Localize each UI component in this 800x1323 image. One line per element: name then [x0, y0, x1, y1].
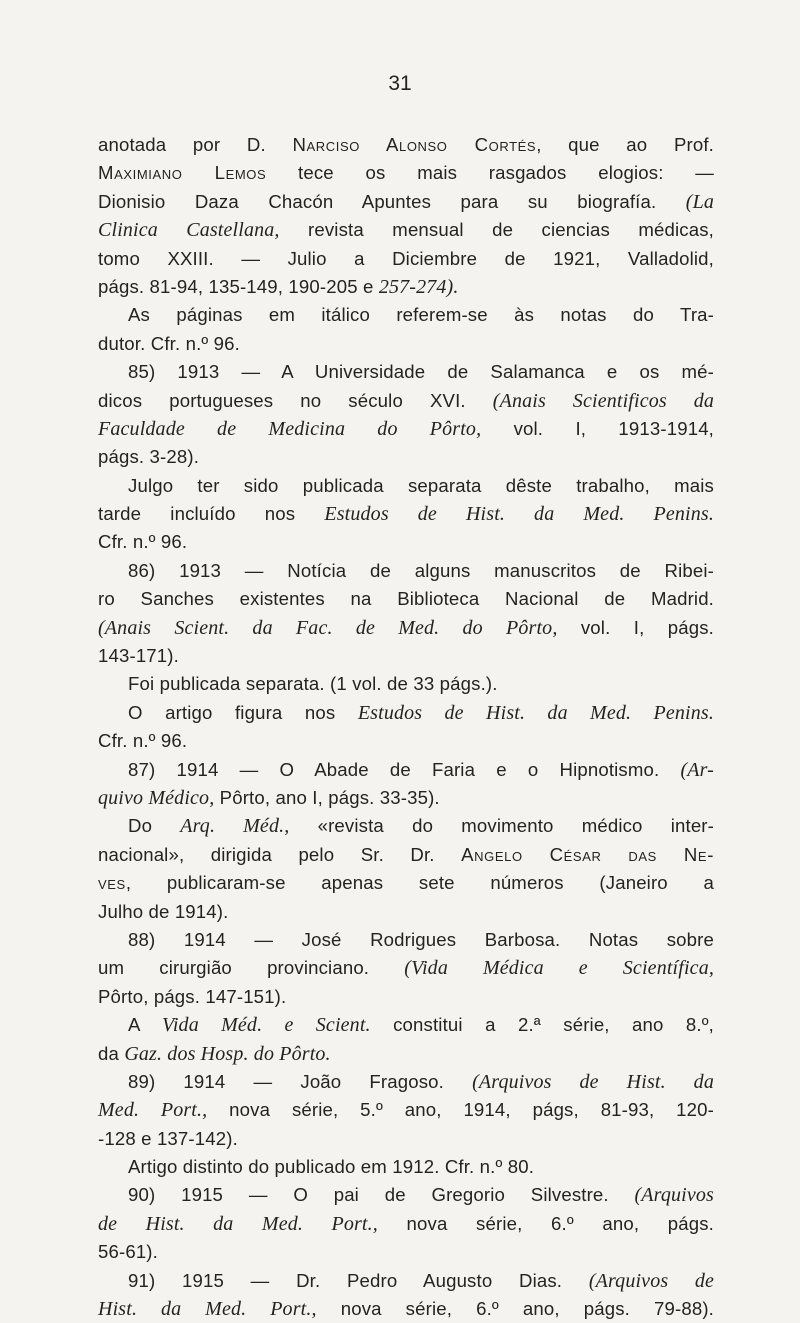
text-line — [98, 330, 714, 358]
text-line — [98, 1096, 714, 1124]
italic-text: Estudos de Hist. da Med. Penins. — [357, 701, 714, 724]
italic-text: Med. Port., — [98, 1099, 208, 1122]
text-run: nova série, 6.º ano, págs. — [377, 1212, 715, 1234]
text-line — [98, 528, 714, 556]
text-run: dutor. Cfr. n.º 96. — [98, 332, 240, 354]
text-run: nova série, 6.º ano, págs. 79-88). — [316, 1298, 715, 1320]
text-run: Dionisio Daza Chacón Apuntes para su biografía. — [98, 190, 686, 212]
text-run: um cirurgião provinciano. — [98, 957, 405, 979]
text-run: Cfr. n.º 96. — [98, 730, 188, 752]
text-line — [98, 245, 714, 273]
italic-text: (Arquivos de Hist. da — [472, 1070, 714, 1093]
text-line — [98, 1011, 714, 1039]
text-run: Julho de 1914). — [98, 900, 229, 922]
text-line — [98, 614, 714, 642]
text-line — [98, 1068, 714, 1096]
text-run: págs. 81-94, 135-149, 190-205 e — [98, 275, 379, 297]
text-run: nova série, 5.º ano, 1914, págs, 81-93, 120- — [207, 1099, 714, 1121]
text-line — [98, 585, 714, 613]
small-caps-name: Narciso Alonso Cortés — [292, 134, 537, 155]
text-line — [98, 869, 714, 897]
text-run: As páginas em itálico referem-se às notas do Tra- — [128, 304, 714, 326]
text-line — [98, 387, 714, 415]
text-line — [98, 642, 714, 670]
text-run: vol. I, págs. — [557, 616, 714, 638]
text-run: da — [98, 1042, 125, 1064]
text-run: Pôrto, págs. 147-151). — [98, 985, 287, 1007]
text-line — [98, 699, 714, 727]
text-line — [98, 841, 714, 869]
text-line — [98, 898, 714, 926]
body-text — [98, 131, 714, 1323]
text-run: 90) 1915 — O pai de Gregorio Silvestre. — [128, 1184, 635, 1206]
text-run: 88) 1914 — José Rodrigues Barbosa. Notas sobre — [128, 928, 714, 950]
text-line — [98, 273, 714, 301]
text-run: Julgo ter sido publicada separata dêste trabalho, mais — [128, 474, 714, 496]
text-line — [98, 1267, 714, 1295]
text-run: Foi publicada separata. (1 vol. de 33 págs.). — [128, 673, 498, 695]
italic-text: (Anais Scient. da Fac. de Med. do Pôrto, — [98, 616, 558, 639]
italic-text: (Vida Médica e Scientífica, — [404, 957, 714, 980]
text-run: revista mensual de ciencias médicas, — [279, 219, 714, 241]
text-line — [98, 557, 714, 585]
text-run: ro Sanches existentes na Biblioteca Nacional de Madrid. — [98, 588, 714, 610]
italic-text: Estudos de Hist. da Med. Penins. — [324, 503, 714, 526]
text-run: 143-171). — [98, 645, 179, 667]
text-line — [98, 784, 714, 812]
text-line — [98, 926, 714, 954]
italic-text: (Anais Scientificos da — [492, 389, 714, 412]
italic-text: Gaz. dos Hosp. do Pôrto. — [124, 1042, 331, 1065]
text-run: -128 e 137-142). — [98, 1127, 238, 1149]
text-line — [98, 812, 714, 840]
text-line — [98, 1238, 714, 1266]
text-run: anotada por D. — [98, 134, 293, 155]
text-run: 91) 1915 — Dr. Pedro Augusto Dias. — [128, 1269, 589, 1291]
text-line — [98, 301, 714, 329]
small-caps-name: ves — [98, 872, 126, 894]
text-line — [98, 1125, 714, 1153]
italic-text: Arq. Méd., — [180, 815, 290, 838]
italic-text: (La — [685, 190, 714, 213]
text-run: 86) 1913 — Notícia de alguns manuscritos de Ribei- — [128, 559, 714, 581]
text-line — [98, 756, 714, 784]
italic-text: Faculdade de Medicina do Pôrto, — [98, 417, 482, 440]
text-run: O artigo figura nos — [128, 701, 358, 723]
text-run: nacional», dirigida pelo Sr. Dr. — [98, 843, 462, 865]
text-run: dicos portugueses no século XVI. — [98, 389, 493, 411]
text-line — [98, 1040, 714, 1068]
text-line — [98, 1295, 714, 1323]
text-run: 89) 1914 — João Fragoso. — [128, 1070, 473, 1092]
text-line — [98, 216, 714, 244]
text-run: págs. 3-28). — [98, 446, 200, 468]
text-line — [98, 472, 714, 500]
text-run: 85) 1913 — A Universidade de Salamanca e os mé- — [128, 361, 714, 383]
text-line — [98, 727, 714, 755]
page-number: 31 — [388, 72, 412, 95]
small-caps-name: Angelo César das Ne- — [461, 843, 714, 865]
text-run: tece os mais rasgados elogios: — — [266, 162, 714, 184]
text-line — [98, 1181, 714, 1209]
italic-text: (Arquivos de — [588, 1269, 714, 1292]
text-line — [98, 1210, 714, 1238]
text-line — [98, 670, 714, 698]
text-line — [98, 983, 714, 1011]
text-run: 87) 1914 — O Abade de Faria e o Hipnotismo. — [128, 758, 681, 780]
text-line — [98, 443, 714, 471]
text-line — [98, 415, 714, 443]
italic-text: Hist. da Med. Port., — [98, 1298, 317, 1321]
text-line — [98, 188, 714, 216]
text-run: tomo XXIII. — Julio a Diciembre de 1921, Valladolid, — [98, 247, 714, 269]
text-line — [98, 358, 714, 386]
italic-text: 257-274). — [378, 275, 459, 298]
italic-text: Clinica Castellana, — [98, 219, 280, 242]
text-line — [98, 954, 714, 982]
text-run: , publicaram-se apenas sete números (Janeiro a — [125, 872, 714, 894]
text-run: A — [128, 1014, 162, 1036]
text-run: 56-61). — [98, 1241, 158, 1263]
small-caps-name: Maximiano Lemos — [98, 162, 267, 184]
italic-text: (Arquivos — [634, 1184, 714, 1207]
text-run: Artigo distinto do publicado em 1912. Cfr. n.º 80. — [128, 1156, 535, 1178]
italic-text: de Hist. da Med. Port., — [98, 1212, 378, 1235]
text-run: «revista do movimento médico inter- — [289, 815, 714, 837]
italic-text: (Ar- — [680, 758, 714, 781]
text-line — [98, 131, 714, 159]
text-run: Cfr. n.º 96. — [98, 531, 188, 553]
text-run: Do — [128, 815, 181, 837]
text-run: vol. I, 1913-1914, — [481, 417, 715, 439]
text-line — [98, 1153, 714, 1181]
text-run: , que ao Prof. — [536, 134, 714, 155]
text-line — [98, 500, 714, 528]
text-run: tarde incluído nos — [98, 503, 325, 525]
text-line — [98, 159, 714, 187]
italic-text: quivo Médico, — [98, 786, 215, 809]
italic-text: Vida Méd. e Scient. — [161, 1014, 371, 1037]
text-run: Pôrto, ano I, págs. 33-35). — [214, 786, 440, 808]
text-run: constitui a 2.ª série, ano 8.º, — [370, 1014, 714, 1036]
